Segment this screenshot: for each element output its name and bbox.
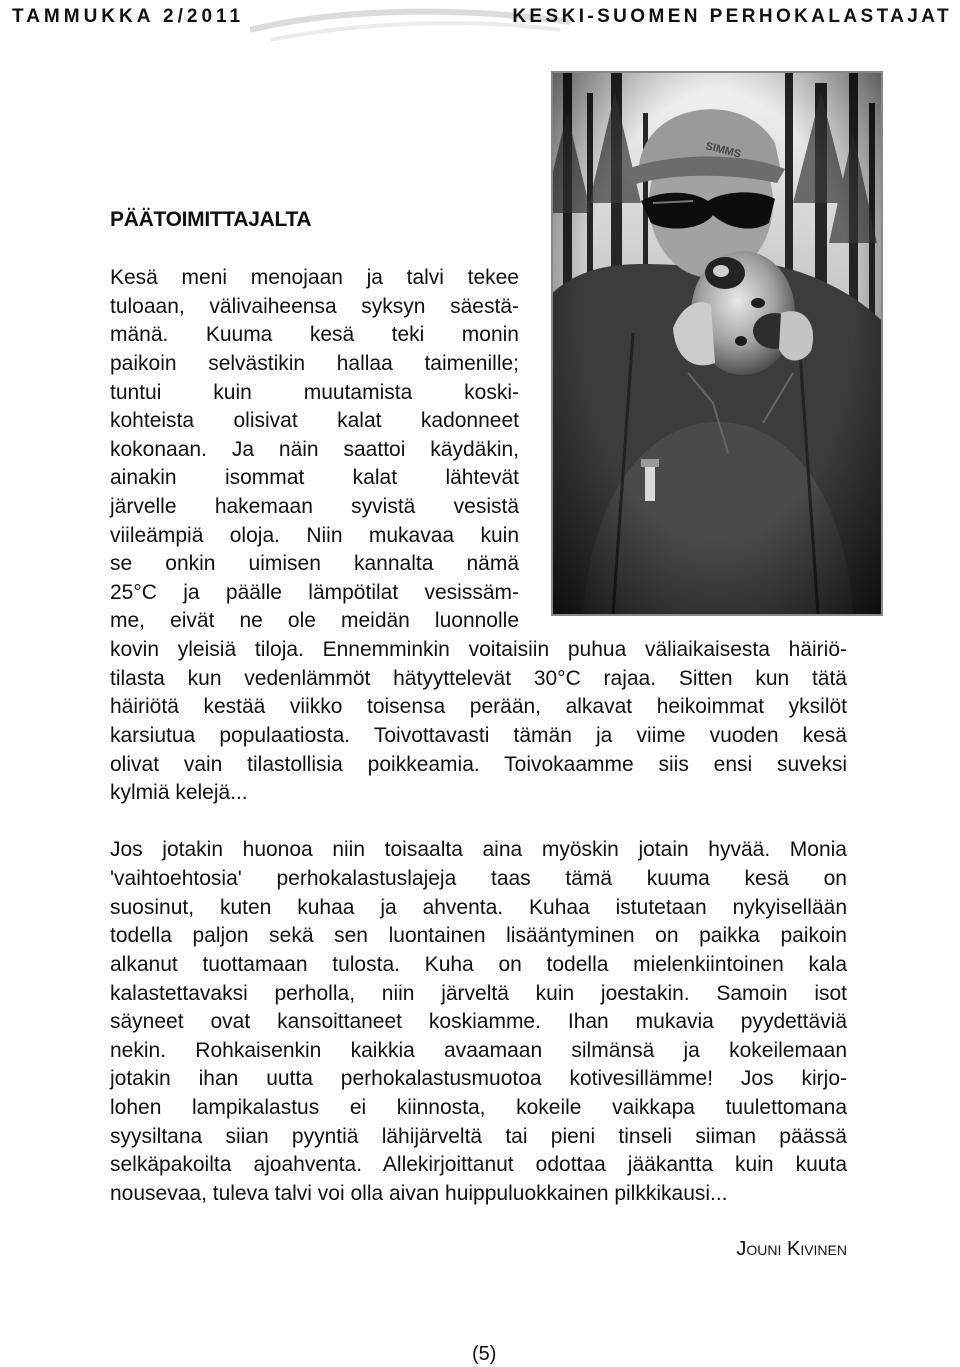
- article-title: PÄÄTOIMITTAJALTA: [110, 208, 312, 231]
- text-line: Kesä meni menojaan ja talvi tekee: [110, 266, 519, 289]
- association-name: KESKI-SUOMEN PERHOKALASTAJAT: [512, 6, 952, 27]
- angler-photo-illustration: [553, 73, 881, 614]
- text-line: tuntui kuin muutamista koski-: [110, 381, 519, 404]
- page-number: (5): [472, 1343, 497, 1365]
- magazine-issue: TAMMUKKA 2/2011: [12, 6, 245, 27]
- text-line: 25°C ja päälle lämpötilat vesissäm-: [110, 581, 519, 604]
- text-line: tilasta kun vedenlämmöt hätyyttelevät 30°C rajaa. Sitten kun tätä: [110, 667, 847, 690]
- text-line: paikoin selvästikin hallaa taimenille;: [110, 352, 519, 375]
- text-line: kovin yleisiä tiloja. Ennemminkin voitaisiin puhua väliaikaisesta häiriö-: [110, 638, 847, 661]
- text-line: kylmiä kelejä...: [110, 781, 248, 804]
- text-line: lohen lampikalastus ei kiinnosta, kokeile vaikkapa tuulettomana: [110, 1096, 847, 1119]
- text-line: suosinut, kuten kuhaa ja ahventa. Kuhaa istutetaan nykyisellään: [110, 896, 847, 919]
- text-line: 'vaihtoehtosia' perhokalastuslajeja taas tämä kuuma kesä on: [110, 867, 847, 890]
- text-line: jotakin ihan uutta perhokalastusmuotoa kotivesillämme! Jos kirjo-: [110, 1067, 847, 1090]
- text-line: selkäpakoilta ajoahventa. Allekirjoittanut odottaa jääkantta kuin kuuta: [110, 1153, 847, 1176]
- text-line: kalastettavaksi perholla, niin järveltä kuin joestakin. Samoin isot: [110, 982, 847, 1005]
- text-line: järvelle hakemaan syvistä vesistä: [110, 495, 519, 518]
- text-line: viileämpiä oloja. Niin mukavaa kuin: [110, 524, 519, 547]
- text-line: syysiltana siian pyyntiä lähijärveltä tai pieni tinseli siiman päässä: [110, 1125, 847, 1148]
- author-signature: Jouni Kivinen: [736, 1238, 847, 1260]
- text-line: häiriötä kestää viikko toisensa perään, alkavat heikoimmat yksilöt: [110, 695, 847, 718]
- text-line: kokonaan. Ja näin saattoi käydäkin,: [110, 438, 519, 461]
- text-line: tuloaan, välivaiheensa syksyn säestä-: [110, 295, 519, 318]
- text-line: nekin. Rohkaisenkin kaikkia avaamaan silmänsä ja kokeilemaan: [110, 1039, 847, 1062]
- text-line: ainakin isommat kalat lähtevät: [110, 466, 519, 489]
- text-line: nousevaa, tuleva talvi voi olla aivan huippuluokkainen pilkkikausi...: [110, 1182, 728, 1205]
- text-line: mänä. Kuuma kesä teki monin: [110, 323, 519, 346]
- text-line: kohteista olisivat kalat kadonneet: [110, 409, 519, 432]
- text-line: alkanut tuottamaan tulosta. Kuha on todella mielenkiintoinen kala: [110, 953, 847, 976]
- text-line: todella paljon sekä sen luontainen lisääntyminen on paikka paikoin: [110, 924, 847, 947]
- angler-photo: [551, 71, 883, 616]
- text-line: se onkin uimisen kannalta nämä: [110, 552, 519, 575]
- text-line: Jos jotakin huonoa niin toisaalta aina myöskin jotain hyvää. Monia: [110, 838, 847, 861]
- text-line: olivat vain tilastollisia poikkeamia. Toivokaamme siis ensi suveksi: [110, 753, 847, 776]
- page-header: [0, 0, 960, 50]
- text-line: me, eivät ne ole meidän luonnolle: [110, 609, 519, 632]
- text-line: karsiutua populaatiosta. Toivottavasti tämän ja viime vuoden kesä: [110, 724, 847, 747]
- text-line: säyneet ovat kansoittaneet koskiamme. Ihan mukavia pyydettäviä: [110, 1010, 847, 1033]
